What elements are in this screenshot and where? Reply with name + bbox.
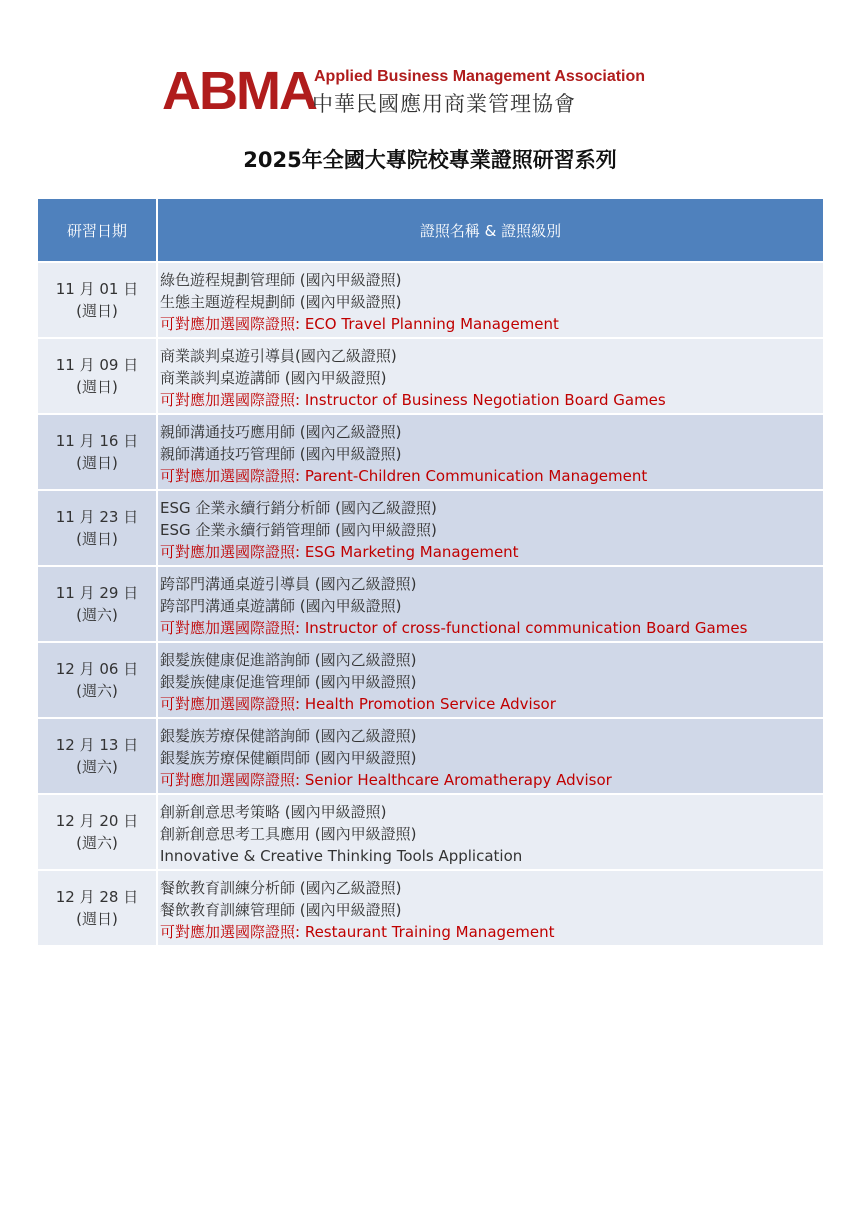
intl-cert-name: Senior Healthcare Aromatherapy Advisor <box>300 770 612 789</box>
date-text: 12 月 28 日 <box>55 888 139 906</box>
date-cell <box>38 793 158 869</box>
cert-line-2: ESG 企業永續行銷管理師 (國內甲級證照) <box>160 520 437 539</box>
cert-line-2: 創新創意思考工具應用 (國內甲級證照) <box>160 824 417 843</box>
cert-line-2: 銀髮族芳療保健顧問師 (國內甲級證照) <box>160 748 417 767</box>
column-header-date: 研習日期 <box>38 199 158 261</box>
cert-line-1: 商業談判桌遊引導員(國內乙級證照) <box>160 346 397 365</box>
intl-cert-name: Restaurant Training Management <box>300 922 555 941</box>
cert-line-2: 生態主題遊程規劃師 (國內甲級證照) <box>160 292 402 311</box>
date-text: 12 月 20 日 <box>55 812 139 830</box>
date-cell <box>38 869 158 945</box>
weekday-text: (週六) <box>76 834 118 852</box>
intl-cert-prefix: 可對應加選國際證照: <box>160 314 301 333</box>
date-text: 11 月 23 日 <box>55 508 139 526</box>
weekday-text: (週日) <box>76 910 118 928</box>
table-row <box>38 261 823 337</box>
weekday-text: (週日) <box>76 454 118 472</box>
weekday-text: (週六) <box>76 758 118 776</box>
table-row <box>38 565 823 641</box>
weekday-text: (週六) <box>76 682 118 700</box>
intl-cert-prefix: 可對應加選國際證照: <box>160 618 301 637</box>
column-header-certificate: 證照名稱 & 證照級別 <box>158 199 823 261</box>
weekday-text: (週六) <box>76 606 118 624</box>
intl-cert-line <box>160 845 823 867</box>
date-cell <box>38 261 158 337</box>
intl-cert-line <box>160 769 823 791</box>
logo-mark: ABMA <box>162 61 316 121</box>
cert-line-1: 銀髮族健康促進諮詢師 (國內乙級證照) <box>160 650 417 669</box>
logo-english-name: Applied Business Management Association <box>314 68 646 85</box>
page-title: 2025年全國大專院校專業證照研習系列 <box>243 148 617 172</box>
certificate-cell <box>158 641 823 717</box>
schedule-table <box>38 199 823 945</box>
cert-line-1: 創新創意思考策略 (國內甲級證照) <box>160 802 387 821</box>
cert-line-2: 跨部門溝通桌遊講師 (國內甲級證照) <box>160 596 402 615</box>
table-row <box>38 413 823 489</box>
table-header-row <box>38 199 823 261</box>
intl-cert-prefix: 可對應加選國際證照: <box>160 466 301 485</box>
intl-cert-line <box>160 389 823 411</box>
weekday-text: (週日) <box>76 302 118 320</box>
date-cell <box>38 337 158 413</box>
intl-cert-line <box>160 617 823 639</box>
certificate-cell <box>158 565 823 641</box>
weekday-text: (週日) <box>76 378 118 396</box>
intl-cert-name: Instructor of cross-functional communication Board Games <box>300 618 748 637</box>
intl-cert-line <box>160 921 823 943</box>
intl-cert-name: Health Promotion Service Advisor <box>300 694 556 713</box>
intl-cert-line <box>160 313 823 335</box>
intl-cert-prefix: 可對應加選國際證照: <box>160 542 301 561</box>
intl-cert-name: ECO Travel Planning Management <box>300 314 559 333</box>
logo-chinese-name: 中華民國應用商業管理協會 <box>312 92 576 116</box>
date-cell <box>38 717 158 793</box>
table-row <box>38 793 823 869</box>
intl-cert-line <box>160 693 823 715</box>
intl-cert-prefix: 可對應加選國際證照: <box>160 922 301 941</box>
cert-line-2: 餐飲教育訓練管理師 (國內甲級證照) <box>160 900 402 919</box>
intl-cert-name: Instructor of Business Negotiation Board Games <box>300 390 666 409</box>
intl-cert-prefix: 可對應加選國際證照: <box>160 694 301 713</box>
certificate-cell <box>158 337 823 413</box>
cert-line-1: 綠色遊程規劃管理師 (國內甲級證照) <box>160 270 402 289</box>
date-text: 11 月 09 日 <box>55 356 139 374</box>
date-text: 12 月 13 日 <box>55 736 139 754</box>
cert-line-2: 銀髮族健康促進管理師 (國內甲級證照) <box>160 672 417 691</box>
table-row <box>38 337 823 413</box>
intl-cert-name: Innovative & Creative Thinking Tools Application <box>160 846 523 865</box>
table-row <box>38 641 823 717</box>
cert-line-2: 親師溝通技巧管理師 (國內甲級證照) <box>160 444 402 463</box>
weekday-text: (週日) <box>76 530 118 548</box>
date-text: 12 月 06 日 <box>55 660 139 678</box>
cert-line-1: 親師溝通技巧應用師 (國內乙級證照) <box>160 422 402 441</box>
intl-cert-line <box>160 541 823 563</box>
intl-cert-prefix: 可對應加選國際證照: <box>160 390 301 409</box>
certificate-cell <box>158 793 823 869</box>
intl-cert-line <box>160 465 823 487</box>
certificate-cell <box>158 413 823 489</box>
table-row <box>38 489 823 565</box>
date-text: 11 月 01 日 <box>55 280 139 298</box>
date-text: 11 月 16 日 <box>55 432 139 450</box>
certificate-cell <box>158 869 823 945</box>
table-row <box>38 717 823 793</box>
certificate-cell <box>158 717 823 793</box>
certificate-cell <box>158 261 823 337</box>
date-text: 11 月 29 日 <box>55 584 139 602</box>
intl-cert-name: Parent-Children Communication Management <box>300 466 648 485</box>
certificate-cell <box>158 489 823 565</box>
date-cell <box>38 413 158 489</box>
cert-line-1: 銀髮族芳療保健諮詢師 (國內乙級證照) <box>160 726 417 745</box>
intl-cert-prefix: 可對應加選國際證照: <box>160 770 301 789</box>
date-cell <box>38 641 158 717</box>
cert-line-1: 跨部門溝通桌遊引導員 (國內乙級證照) <box>160 574 417 593</box>
intl-cert-name: ESG Marketing Management <box>300 542 519 561</box>
date-cell <box>38 489 158 565</box>
cert-line-1: 餐飲教育訓練分析師 (國內乙級證照) <box>160 878 402 897</box>
cert-line-2: 商業談判桌遊講師 (國內甲級證照) <box>160 368 387 387</box>
date-cell <box>38 565 158 641</box>
table-row <box>38 869 823 945</box>
cert-line-1: ESG 企業永續行銷分析師 (國內乙級證照) <box>160 498 437 517</box>
